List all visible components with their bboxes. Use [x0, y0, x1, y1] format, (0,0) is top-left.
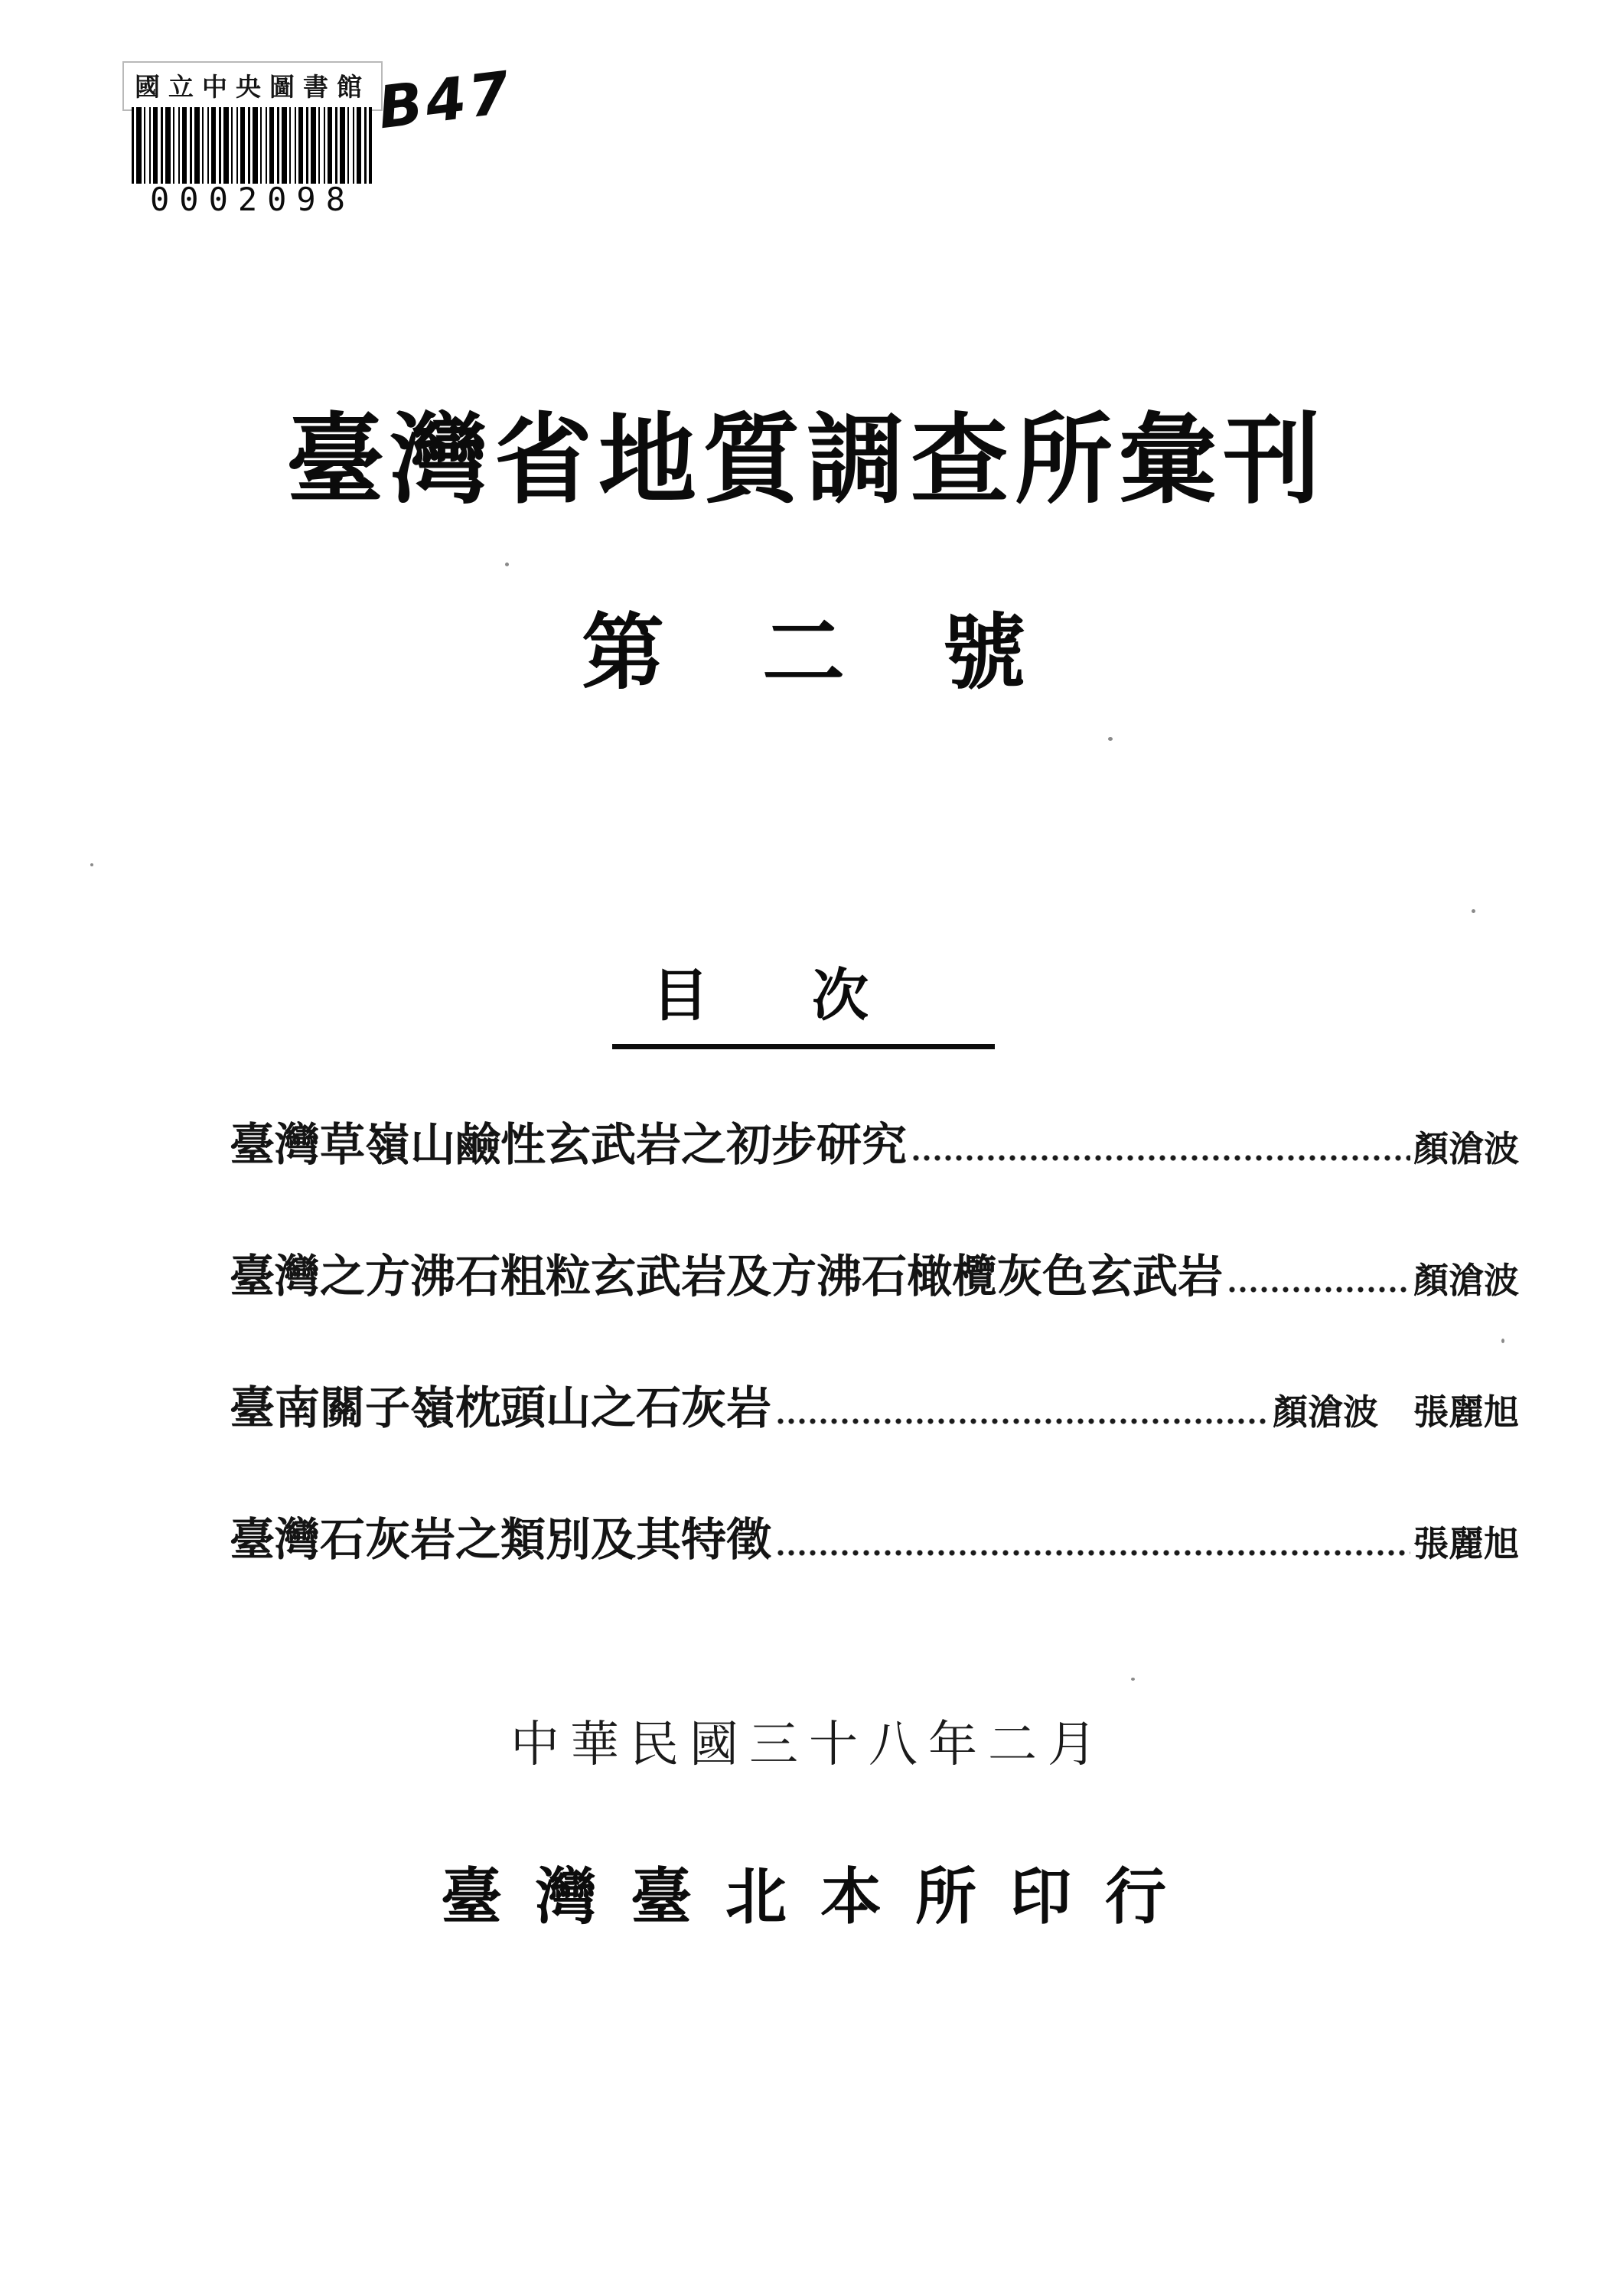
issue-number: 第二號: [581, 605, 1123, 701]
toc-entry-title: 臺灣草嶺山鹼性玄武岩之初步研究: [230, 1118, 908, 1171]
dot-leader: [911, 1153, 1410, 1163]
toc-entry: [230, 1371, 1519, 1437]
toc-entry-authors: 張麗旭: [1413, 1523, 1519, 1564]
toc-entry-title: 臺灣石灰岩之類別及其特徵: [230, 1513, 772, 1566]
handwritten-call-number: B47: [374, 57, 517, 142]
scan-speck: [90, 863, 93, 866]
toc-entry: [230, 1240, 1519, 1305]
publication-date: 中華民國三十八年二月: [510, 1717, 1107, 1773]
dot-leader: [776, 1416, 1270, 1427]
page-title: 臺灣省地質調查所彙刊: [285, 403, 1327, 517]
toc-entry-authors: 顏滄波 張麗旭: [1273, 1391, 1519, 1433]
scan-speck: [1472, 909, 1475, 913]
barcode: [132, 107, 372, 184]
toc-list: [230, 1108, 1519, 1635]
toc-heading: 目次: [612, 951, 995, 1049]
toc-entry-authors: 顏滄波: [1413, 1260, 1519, 1301]
scan-speck: [1131, 1678, 1135, 1681]
library-stamp: 國立中央圖書館: [122, 61, 383, 111]
toc-heading-wrap: [0, 951, 1607, 1049]
dot-leader: [776, 1548, 1410, 1558]
barcode-number: 0002098: [150, 181, 356, 218]
toc-entry: [230, 1503, 1519, 1568]
scan-speck: [1501, 1339, 1504, 1343]
scan-speck: [1108, 737, 1113, 741]
toc-entry-title: 臺南關子嶺枕頭山之石灰岩: [230, 1381, 772, 1434]
dot-leader: [1227, 1284, 1410, 1295]
scan-speck: [505, 563, 509, 566]
toc-entry: [230, 1108, 1519, 1173]
toc-entry-authors: 顏滄波: [1413, 1128, 1519, 1169]
toc-entry-title: 臺灣之方沸石粗粒玄武岩及方沸石橄欖灰色玄武岩: [230, 1250, 1224, 1303]
publisher-line: 臺灣臺北本所印行: [441, 1861, 1200, 1932]
